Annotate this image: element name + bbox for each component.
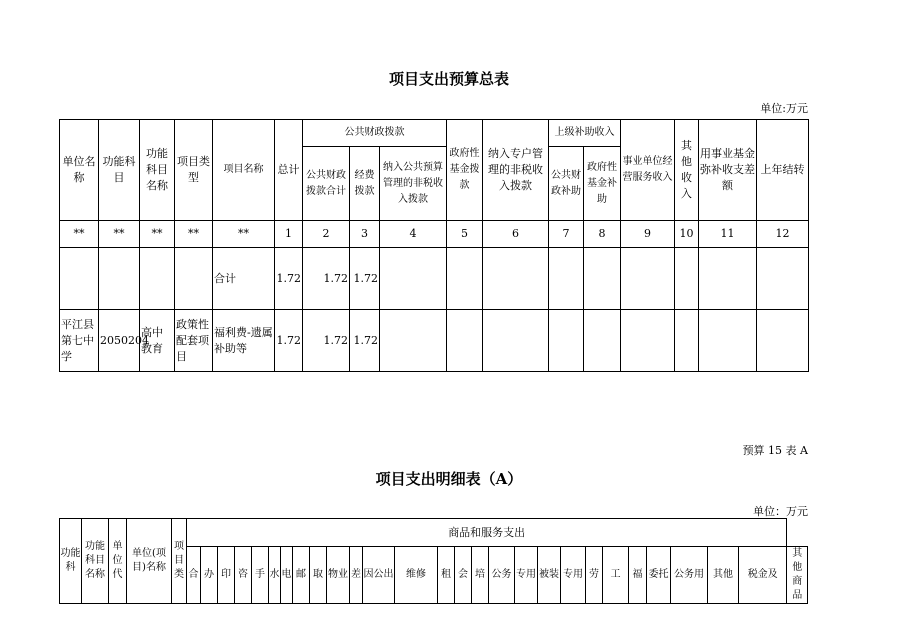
hdr-gov-fund: 政府性基金拨款: [447, 120, 483, 221]
hdr-nontax: 纳入公共预算管理的非税收入拨款: [380, 147, 447, 221]
summary-title: 项目支出预算总表: [388, 70, 509, 88]
hdr-proj-name: 项目名称: [213, 120, 275, 221]
row-funding: 1.72: [350, 310, 380, 372]
detail-sub-header: 其他商品: [787, 547, 808, 604]
total-public-cell: 1.72: [303, 248, 350, 310]
index-cell: 6: [483, 221, 549, 248]
summary-table: [59, 119, 809, 372]
row-proj-type: 政策性配套项目: [175, 310, 213, 372]
total-row: [60, 248, 809, 310]
detail-sub-header: 合: [187, 547, 201, 604]
detail-sub-header: 培: [472, 547, 489, 604]
summary-unit: 单位:万元: [760, 102, 808, 115]
detail-sub-header: 福: [629, 547, 647, 604]
index-cell: 8: [584, 221, 621, 248]
index-cell: 9: [621, 221, 675, 248]
index-cell: **: [213, 221, 275, 248]
row-func-name: 高中教育: [140, 310, 175, 372]
detail-unit: 单位：万元: [753, 505, 808, 518]
index-cell: 4: [380, 221, 447, 248]
detail-table: [59, 518, 808, 604]
hdr-sup-gov: 政府性基金补助: [584, 147, 621, 221]
detail-sub-header: 税金及: [739, 547, 787, 604]
row-total: 1.72: [275, 310, 303, 372]
detail-sub-header: 专用: [515, 547, 538, 604]
detail-hdr-goods-services: 商品和服务支出: [187, 519, 787, 547]
detail-hdr-unit-code: 单位代: [109, 519, 127, 604]
table-row: [60, 310, 809, 372]
index-cell: **: [60, 221, 99, 248]
detail-sub-header: 会: [455, 547, 472, 604]
hdr-other-income: 其他收入: [675, 120, 699, 221]
detail-sub-header: 劳: [586, 547, 603, 604]
index-cell: 12: [757, 221, 809, 248]
hdr-proj-type: 项目类型: [175, 120, 213, 221]
detail-sub-header: 公务用: [671, 547, 708, 604]
hdr-func-code: 功能科目: [99, 120, 140, 221]
row-public-total: 1.72: [303, 310, 350, 372]
detail-sub-header: 专用: [561, 547, 586, 604]
detail-sub-header: 办: [201, 547, 218, 604]
detail-tag: 预算 15 表 A: [742, 444, 808, 457]
detail-sub-header: 取: [310, 547, 327, 604]
detail-sub-header: 租: [438, 547, 455, 604]
index-cell: **: [99, 221, 140, 248]
row-func-code: 2050204: [99, 310, 140, 372]
hdr-carryover: 上年结转: [757, 120, 809, 221]
row-unit: 平江县第七中学: [60, 310, 99, 372]
detail-title: 项目支出明细表（A）: [375, 470, 523, 488]
index-cell: **: [140, 221, 175, 248]
detail-sub-header: 被装: [538, 547, 561, 604]
index-cell: 10: [675, 221, 699, 248]
index-cell: 7: [549, 221, 584, 248]
total-label: 合计: [213, 248, 275, 310]
detail-sub-header: 公务: [489, 547, 515, 604]
hdr-fund-gap: 用事业基金弥补收支差额: [699, 120, 757, 221]
detail-sub-header: 委托: [647, 547, 671, 604]
detail-hdr-proj-type: 项目类: [172, 519, 187, 604]
detail-sub-header: 其他: [708, 547, 739, 604]
index-cell: 3: [350, 221, 380, 248]
detail-sub-header: 水: [269, 547, 281, 604]
detail-sub-header: 维修: [395, 547, 438, 604]
hdr-func-name: 功能科目名称: [140, 120, 175, 221]
detail-sub-header: 差: [350, 547, 363, 604]
detail-hdr-func-name: 功能科目名称: [82, 519, 109, 604]
detail-sub-header: 电: [281, 547, 293, 604]
hdr-biz-service: 事业单位经营服务收入: [621, 120, 675, 221]
detail-hdr-func: 功能科: [60, 519, 82, 604]
index-cell: 1: [275, 221, 303, 248]
index-cell: 5: [447, 221, 483, 248]
hdr-public-fin-total: 公共财政拨款合计: [303, 147, 350, 221]
hdr-special-nontax: 纳入专户管理的非税收入拨款: [483, 120, 549, 221]
hdr-funding: 经费拨款: [350, 147, 380, 221]
hdr-public-fin: 公共财政拨款: [303, 120, 447, 147]
total-cell: 1.72: [275, 248, 303, 310]
detail-sub-header: 咨: [235, 547, 252, 604]
detail-hdr-unit-name: 单位(项目)名称: [127, 519, 172, 604]
hdr-sup-public: 公共财政补助: [549, 147, 584, 221]
index-cell: **: [175, 221, 213, 248]
index-cell: 11: [699, 221, 757, 248]
detail-sub-header: 印: [218, 547, 235, 604]
detail-sub-header: 物业: [327, 547, 350, 604]
total-funding-cell: 1.72: [350, 248, 380, 310]
row-proj-name: 福利费-遗属补助等: [213, 310, 275, 372]
detail-sub-header: 邮: [293, 547, 310, 604]
hdr-total: 总计: [275, 120, 303, 221]
hdr-superior: 上级补助收入: [549, 120, 621, 147]
detail-sub-header: 因公出: [363, 547, 395, 604]
index-cell: 2: [303, 221, 350, 248]
detail-sub-header: 工: [603, 547, 629, 604]
hdr-unit-name: 单位名称: [60, 120, 99, 221]
detail-sub-header: 手: [252, 547, 269, 604]
